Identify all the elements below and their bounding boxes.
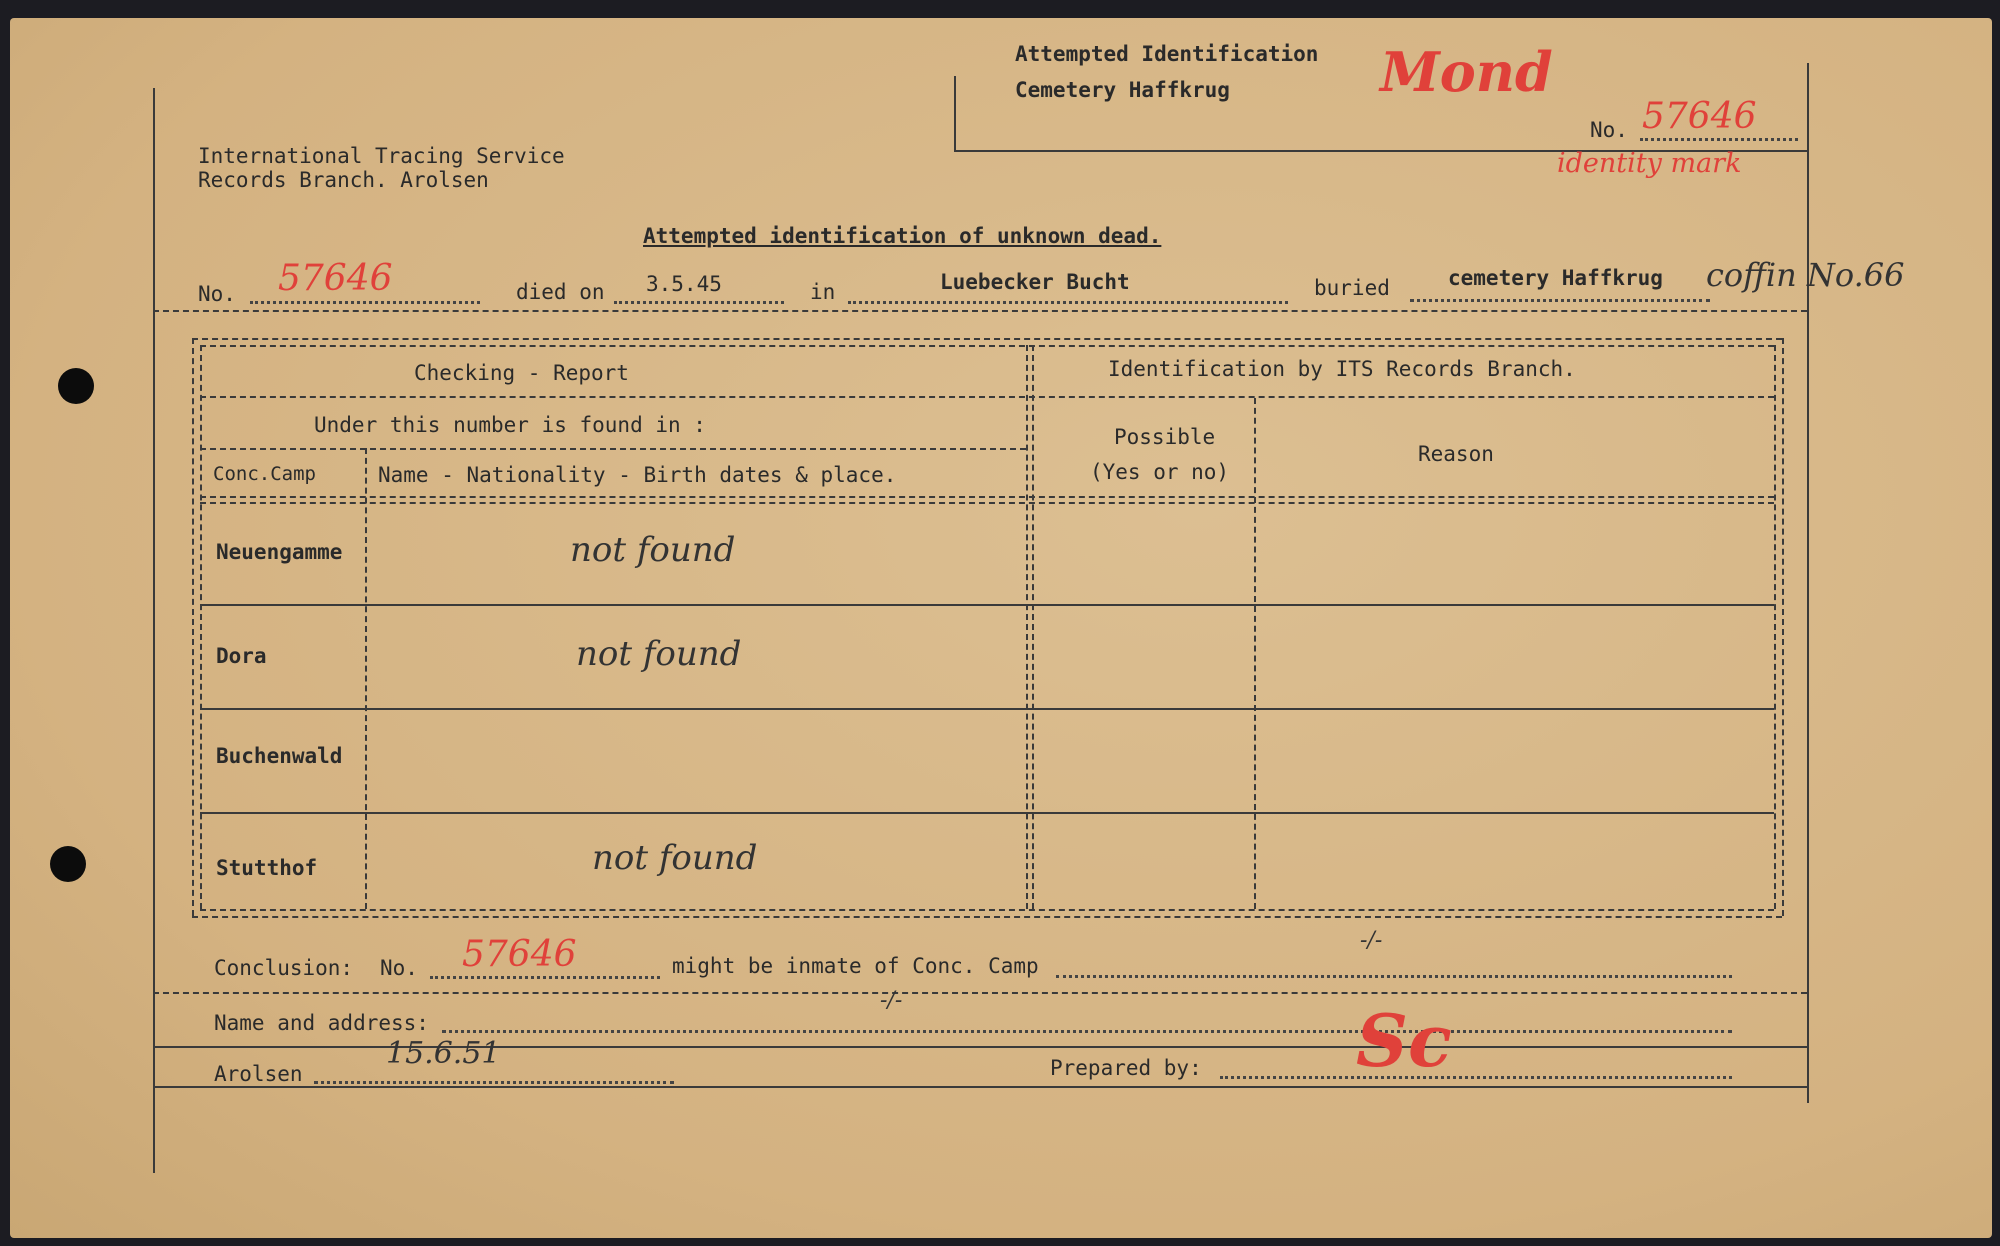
record-no-dots bbox=[250, 301, 480, 304]
table-bottom-outer bbox=[192, 916, 1782, 918]
org-line-2: Records Branch. Arolsen bbox=[198, 168, 489, 192]
conclusion-text: might be inmate of Conc. Camp bbox=[672, 954, 1039, 978]
row-line-2 bbox=[200, 708, 1774, 710]
org-line-1: International Tracing Service bbox=[198, 144, 565, 168]
col-divider-main-2 bbox=[1032, 345, 1034, 909]
name-address-value: -/- bbox=[880, 988, 903, 1013]
table-left-outer bbox=[192, 338, 194, 916]
table-left-inner bbox=[200, 345, 202, 909]
coffin-note: coffin No.66 bbox=[1706, 256, 1905, 294]
punch-hole-bottom bbox=[50, 846, 86, 882]
in-dots bbox=[848, 301, 1288, 304]
header-row-3 bbox=[200, 496, 1774, 498]
checking-report-header: Checking - Report bbox=[414, 361, 629, 385]
date-value: 15.6.51 bbox=[386, 1036, 501, 1071]
conclusion-camp-dots bbox=[1056, 975, 1732, 978]
box-cemetery: Cemetery Haffkrug bbox=[1015, 78, 1230, 102]
table-top-inner bbox=[200, 345, 1774, 347]
record-rule bbox=[153, 310, 1807, 312]
name-address-dots bbox=[442, 1030, 1732, 1033]
bottom-rule bbox=[153, 1086, 1807, 1088]
card-left-border bbox=[153, 88, 155, 1173]
card-right-border bbox=[1807, 63, 1809, 1103]
prepared-by-label: Prepared by: bbox=[1050, 1056, 1202, 1080]
row-camp-stutthof: Stutthof bbox=[216, 856, 318, 880]
form-title: Attempted identification of unknown dead. bbox=[643, 224, 1162, 248]
buried-dots bbox=[1410, 299, 1710, 302]
ident-header: Identification by ITS Records Branch. bbox=[1108, 357, 1576, 381]
place-label: Arolsen bbox=[214, 1062, 303, 1086]
header-no-label: No. bbox=[1590, 118, 1628, 142]
found-in-header: Under this number is found in : bbox=[314, 413, 706, 437]
record-no-label: No. bbox=[198, 282, 236, 306]
index-card bbox=[10, 18, 1992, 1238]
col-divider-camp bbox=[365, 448, 367, 909]
died-on-label: died on bbox=[516, 280, 605, 304]
header-no-value: 57646 bbox=[1642, 96, 1757, 137]
died-on-dots bbox=[614, 301, 784, 304]
col-possible-header-1: Possible bbox=[1114, 425, 1216, 449]
col-divider-possible bbox=[1254, 398, 1256, 909]
table-bottom-inner bbox=[200, 909, 1774, 911]
signature: Sc bbox=[1356, 998, 1452, 1083]
col-camp-header: Conc.Camp bbox=[213, 463, 316, 485]
buried-value: cemetery Haffkrug bbox=[1448, 266, 1663, 290]
row-camp-buchenwald: Buchenwald bbox=[216, 744, 343, 768]
conclusion-label: Conclusion: bbox=[214, 956, 354, 980]
conclusion-camp-value: -/- bbox=[1360, 928, 1383, 953]
table-right-inner bbox=[1774, 345, 1776, 909]
punch-hole-top bbox=[58, 368, 94, 404]
row-result-stutthof: not found bbox=[592, 838, 758, 878]
conclusion-no-value: 57646 bbox=[462, 934, 577, 975]
col-possible-header-2: (Yes or no) bbox=[1090, 460, 1230, 484]
handwritten-stamp: Mond bbox=[1380, 40, 1553, 104]
name-address-label: Name and address: bbox=[214, 1011, 429, 1035]
in-value: Luebecker Bucht bbox=[940, 270, 1130, 294]
header-row-1 bbox=[200, 396, 1774, 398]
died-on-value: 3.5.45 bbox=[646, 272, 722, 296]
identity-mark: identity mark bbox=[1557, 148, 1742, 179]
record-no-value: 57646 bbox=[278, 258, 393, 299]
row-result-neuengamme: not found bbox=[570, 530, 736, 570]
buried-label: buried bbox=[1314, 276, 1390, 300]
header-box-left bbox=[954, 76, 956, 150]
header-row-3b bbox=[200, 502, 1774, 504]
table-top-outer bbox=[192, 338, 1782, 340]
col-reason-header: Reason bbox=[1418, 442, 1494, 466]
conclusion-no-label: No. bbox=[380, 956, 418, 980]
col-divider-main bbox=[1026, 345, 1028, 909]
row-line-3 bbox=[200, 812, 1774, 814]
prepared-by-dots bbox=[1220, 1076, 1732, 1079]
box-title: Attempted Identification bbox=[1015, 42, 1319, 66]
row-line-1 bbox=[200, 604, 1774, 606]
col-name-header: Name - Nationality - Birth dates & place. bbox=[378, 463, 897, 487]
date-dots bbox=[314, 1081, 674, 1084]
header-no-dots bbox=[1640, 138, 1798, 141]
row-camp-dora: Dora bbox=[216, 644, 267, 668]
row-camp-neuengamme: Neuengamme bbox=[216, 540, 343, 564]
in-label: in bbox=[810, 280, 836, 304]
conclusion-rule bbox=[153, 992, 1807, 994]
header-row-2 bbox=[200, 448, 1026, 450]
table-right-outer bbox=[1782, 338, 1784, 916]
conclusion-no-dots bbox=[430, 976, 660, 979]
row-result-dora: not found bbox=[576, 634, 742, 674]
